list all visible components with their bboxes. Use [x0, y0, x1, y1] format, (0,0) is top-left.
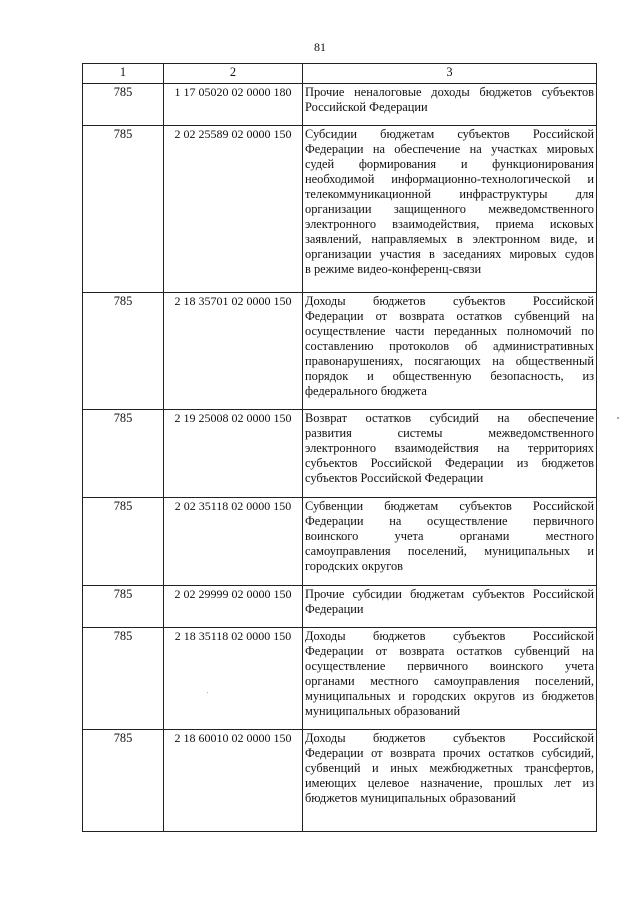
description-line: порядок и общественную безопасность, из	[305, 369, 594, 383]
admin-code-cell: 785	[83, 628, 164, 730]
description-line: Доходы бюджетов субъектов Российской	[305, 629, 594, 643]
description-line: муниципальных и городских округов из бюджетов	[305, 689, 594, 703]
scan-speck	[207, 692, 208, 693]
kbk-code-cell: 2 18 35701 02 0000 150	[164, 293, 303, 410]
description-line: Доходы бюджетов субъектов Российской	[305, 294, 594, 308]
description-line: субвенций и иных межбюджетных трансфертов,	[305, 761, 594, 775]
description-line: самоуправления поселений, муниципальных и	[305, 544, 594, 558]
table-row	[83, 410, 597, 498]
table-row	[83, 628, 597, 730]
description-cell	[303, 498, 597, 586]
description-line: воинского учета органами местного	[305, 529, 594, 543]
description-line: Федерации от возврата прочих остатков субсидий,	[305, 746, 594, 760]
description-cell	[303, 126, 597, 293]
description-line: осуществление первичного воинского учета	[305, 659, 594, 673]
description-line: правонарушениях, посягающих на общественный	[305, 354, 594, 368]
description-line: организации защищенного межведомственного	[305, 202, 594, 216]
kbk-code-cell: 2 19 25008 02 0000 150	[164, 410, 303, 498]
description-line: субъектов Российской Федерации	[305, 471, 484, 485]
description-line: Российской Федерации	[305, 100, 428, 114]
description-line: организации участия в заседаниях мировых судов	[305, 247, 594, 261]
table-row	[83, 293, 597, 410]
admin-code-cell: 785	[83, 293, 164, 410]
column-header-3: 3	[303, 64, 597, 84]
kbk-code-cell: 2 02 29999 02 0000 150	[164, 586, 303, 628]
admin-code-cell: 785	[83, 586, 164, 628]
description-cell	[303, 586, 597, 628]
column-header-2: 2	[164, 64, 303, 84]
description-line: городских округов	[305, 559, 404, 573]
kbk-code-cell: 2 02 35118 02 0000 150	[164, 498, 303, 586]
description-line: осуществление части переданных полномочий по	[305, 324, 594, 338]
description-line: Прочие неналоговые доходы бюджетов субъектов	[305, 85, 594, 99]
description-line: федерального бюджета	[305, 384, 427, 398]
description-line: необходимой информационно-технологической и	[305, 172, 594, 186]
description-line: Субвенции бюджетам субъектов Российской	[305, 499, 594, 513]
description-line: развития системы межведомственного	[305, 426, 594, 440]
description-line: в режиме видео-конференц-связи	[305, 262, 482, 276]
table-row	[83, 498, 597, 586]
description-line: электронного взаимодействия на территориях	[305, 441, 594, 455]
description-line: муниципальных образований	[305, 704, 461, 718]
description-line: Субсидии бюджетам субъектов Российской	[305, 127, 594, 141]
kbk-code-cell: 2 18 35118 02 0000 150	[164, 628, 303, 730]
kbk-code-cell: 2 02 25589 02 0000 150	[164, 126, 303, 293]
description-line: электронного взаимодействия, приема исковых	[305, 217, 594, 231]
description-line: субъектов Российской Федерации из бюджетов	[305, 456, 594, 470]
kbk-code-cell: 2 18 60010 02 0000 150	[164, 730, 303, 832]
column-header-1: 1	[83, 64, 164, 84]
description-line: составлению протоколов об административных	[305, 339, 594, 353]
admin-code-cell: 785	[83, 84, 164, 126]
description-line: Федерации от возврата остатков субвенций на	[305, 644, 594, 658]
table-row	[83, 730, 597, 832]
table-row	[83, 586, 597, 628]
description-line: судей формирования и функционирования	[305, 157, 594, 171]
description-cell	[303, 730, 597, 832]
table-row	[83, 84, 597, 126]
description-cell	[303, 410, 597, 498]
description-cell	[303, 628, 597, 730]
description-line: Возврат остатков субсидий на обеспечение	[305, 411, 594, 425]
description-cell	[303, 293, 597, 410]
description-line: Федерации на осуществление первичного	[305, 514, 594, 528]
description-line: Федерации от возврата остатков субвенций на	[305, 309, 594, 323]
admin-code-cell: 785	[83, 126, 164, 293]
page-number: 81	[314, 40, 326, 54]
description-line: телекоммуникационной инфраструктуры для	[305, 187, 594, 201]
admin-code-cell: 785	[83, 410, 164, 498]
scan-speck	[617, 417, 619, 419]
budget-classification-table	[82, 63, 597, 832]
description-line: бюджетов муниципальных образований	[305, 791, 516, 805]
description-line: Федерации	[305, 602, 364, 616]
description-line: Доходы бюджетов субъектов Российской	[305, 731, 594, 745]
description-line: заявлений, направляемых в электронном виде, и	[305, 232, 594, 246]
kbk-code-cell: 1 17 05020 02 0000 180	[164, 84, 303, 126]
description-line: Федерации на обеспечение на участках мировых	[305, 142, 594, 156]
table-row	[83, 126, 597, 293]
description-line: имеющих целевое назначение, прошлых лет из	[305, 776, 594, 790]
description-cell	[303, 84, 597, 126]
admin-code-cell: 785	[83, 498, 164, 586]
table-header-row	[83, 64, 597, 84]
description-line: органами местного самоуправления поселений,	[305, 674, 594, 688]
description-line: Прочие субсидии бюджетам субъектов Российской	[305, 587, 594, 601]
admin-code-cell: 785	[83, 730, 164, 832]
